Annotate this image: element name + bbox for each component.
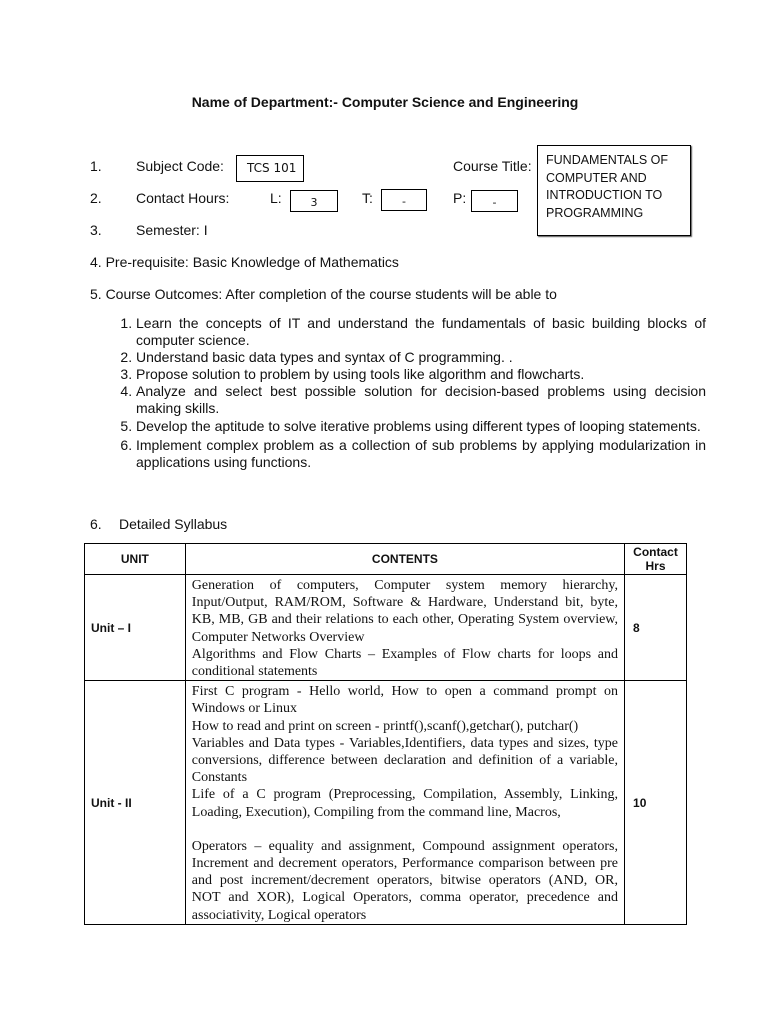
item-2-number: 2. [90, 190, 102, 206]
lecture-hours-box: 3 [290, 190, 338, 212]
list-item: 1. Learn the concepts of IT and understand the fundamentals of basic building blocks of computer science. [136, 315, 706, 349]
content-paragraph: Operators – equality and assignment, Compound assignment operators, Increment and decrement operators, Performance comparison between pre and post increment/decrement operators, bitwise operators (AND, OR, NOT and XOR), Logical Operators, comma operator, precedence and associativity, Logical operators [191, 838, 619, 923]
content-paragraph: Algorithms and Flow Charts – Examples of Flow charts for loops and conditional statements [191, 646, 619, 680]
syllabus-heading: Detailed Syllabus [119, 516, 228, 532]
course-title-box [537, 145, 691, 236]
contents-column-header: CONTENTS [185, 544, 624, 575]
hours-column-header: Contact Hrs [625, 544, 687, 575]
contact-hours-label: Contact Hours: [136, 190, 230, 206]
unit-cell: Unit - II [85, 681, 186, 925]
syllabus-heading-number: 6. [90, 516, 102, 532]
course-outcomes-list [112, 315, 706, 471]
contents-cell [185, 681, 624, 925]
table-row [85, 681, 687, 925]
item-1-number: 1. [90, 158, 102, 174]
course-title-label: Course Title: [453, 158, 532, 174]
content-paragraph: Variables and Data types - Variables,Identifiers, data types and sizes, type conversions, difference between declaration and definition of a variable, Constants [191, 735, 619, 786]
content-paragraph: Generation of computers, Computer system memory hierarchy, Input/Output, RAM/ROM, Software & Hardware, Understand bit, byte, KB, MB, GB and their relations to each other, Operating System overview, Computer Networks Overview [191, 578, 619, 645]
list-item: 6. Implement complex problem as a collection of sub problems by applying modularization in applications using functions. [136, 437, 706, 471]
list-item: 5. Develop the aptitude to solve iterative problems using different types of looping statements. [136, 417, 706, 435]
content-paragraph: First C program - Hello world, How to open a command prompt on Windows or Linux [191, 684, 619, 717]
list-item: 4. Analyze and select best possible solution for decision-based problems using decision making skills. [136, 383, 706, 417]
unit-cell: Unit – I [85, 575, 186, 681]
course-title-value: FUNDAMENTALS OF COMPUTER AND INTRODUCTION TO PROGRAMMING [546, 153, 668, 220]
semester: Semester: I [136, 222, 208, 238]
item-3-number: 3. [90, 222, 102, 238]
prerequisite: 4. Pre-requisite: Basic Knowledge of Mathematics [90, 254, 399, 270]
page-title: Name of Department:- Computer Science and Engineering [191, 94, 579, 110]
subject-code-label: Subject Code: [136, 158, 224, 174]
table-header-row [85, 544, 687, 575]
tutorial-label: T: [362, 190, 373, 206]
table-row [85, 575, 687, 681]
practical-label: P: [453, 190, 467, 206]
lecture-label: L: [270, 190, 282, 206]
tutorial-hours-box: - [381, 189, 427, 211]
subject-code-box: TCS 101 [236, 155, 304, 182]
unit-column-header: UNIT [85, 544, 186, 575]
content-paragraph: How to read and print on screen - printf(),scanf(),getchar(), putchar() [191, 718, 579, 734]
contents-cell [185, 575, 624, 681]
hours-cell: 8 [625, 575, 687, 681]
content-paragraph: Life of a C program (Preprocessing, Compilation, Assembly, Linking, Loading, Execution), Compiling from the command line, Macros, [191, 787, 619, 820]
list-item: 2. Understand basic data types and syntax of C programming. . [136, 349, 706, 366]
list-item: 3. Propose solution to problem by using tools like algorithm and flowcharts. [136, 366, 706, 383]
syllabus-table [84, 543, 687, 925]
course-outcomes-intro: 5. Course Outcomes: After completion of the course students will be able to [90, 286, 557, 302]
hours-cell: 10 [625, 681, 687, 925]
practical-hours-box: - [471, 190, 518, 212]
